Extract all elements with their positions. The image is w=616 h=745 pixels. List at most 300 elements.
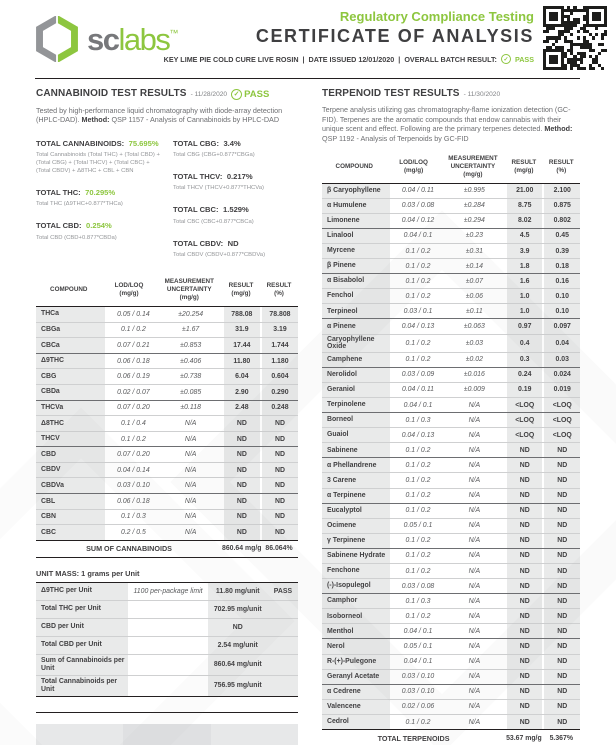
result-mg-cell: ND (222, 478, 260, 493)
sum-of-cannabinoids-row: SUM OF CANNABINOIDS 860.64 mg/g 86.064% (36, 540, 298, 558)
unit-label-cell: Total Cannabinoids per Unit (36, 676, 130, 696)
uncertainty-cell: ±0.853 (180, 341, 202, 349)
compound-cell: 3 Carene (322, 473, 392, 487)
unit-mass-row (36, 583, 298, 601)
unit-mass-row (36, 619, 298, 637)
table-row (322, 549, 580, 564)
unit-mass-table (36, 582, 298, 697)
uncertainty-cell: N/A (468, 582, 481, 590)
result-pct-cell: ND (542, 715, 580, 729)
lod-loq-cell: 0.2 / 0.5 (120, 529, 146, 537)
result-pct-cell: 2.100 (542, 184, 580, 198)
result-mg-cell: 4.5 (505, 229, 543, 243)
overall-pass-text: PASS (514, 54, 534, 64)
total-formula: Total CBD (CBD+0.877*CBDa) (36, 234, 117, 241)
result-pct-cell: 3.19 (260, 323, 298, 338)
unit-value-cell: 860.64 mg/unit (206, 655, 268, 675)
result-pct-cell: 0.10 (542, 304, 580, 318)
unit-label-cell: Sum of Cannabinoids per Unit (36, 655, 130, 675)
table-header-cell: MEASUREMENT UNCERTAINTY (mg/g) (448, 155, 498, 178)
uncertainty-cell: N/A (468, 627, 481, 635)
lod-loq-cell: 0.05 / 0.1 (403, 522, 433, 530)
result-mg-cell: ND (222, 432, 260, 447)
result-mg-cell: <LOQ (505, 398, 543, 412)
table-row (36, 416, 298, 432)
unit-value-cell: 702.95 mg/unit (206, 601, 268, 618)
table-row (322, 428, 580, 443)
result-mg-cell: ND (505, 458, 543, 472)
unit-value-cell: 2.54 mg/unit (206, 637, 268, 654)
uncertainty-cell: N/A (184, 513, 197, 521)
uncertainty-cell: N/A (184, 497, 197, 505)
uncertainty-cell: ±0.03 (465, 339, 483, 347)
unit-status-cell: PASS (268, 583, 298, 600)
lod-loq-cell: 0.1 / 0.2 (405, 718, 431, 726)
uncertainty-cell: N/A (468, 552, 481, 560)
result-mg-cell: 8.75 (505, 199, 543, 213)
misc-test-headers (36, 713, 298, 724)
table-row (322, 655, 580, 670)
unit-limit-cell (130, 676, 205, 696)
overall-result-label: OVERALL BATCH RESULT: (404, 54, 497, 64)
compound-cell: CBD (36, 447, 107, 462)
lod-loq-cell: 0.1 / 0.2 (405, 339, 431, 347)
table-row (322, 443, 580, 458)
result-pct-cell: ND (542, 624, 580, 638)
unit-value-cell: 11.80 mg/unit (206, 583, 268, 600)
table-row (322, 214, 580, 229)
compound-cell: Nerolidol (322, 368, 392, 382)
section-pass-text: PASS (244, 88, 270, 100)
compound-cell: Linalool (322, 229, 392, 243)
uncertainty-cell: N/A (468, 477, 481, 484)
result-mg-cell: 0.19 (505, 383, 543, 397)
result-mg-cell: ND (505, 443, 543, 457)
uncertainty-cell: N/A (468, 431, 481, 439)
header-titles (164, 9, 534, 64)
table-row (36, 369, 298, 385)
terpenoid-section-title (322, 88, 580, 99)
result-pct-cell: ND (542, 609, 580, 623)
compound-cell: Limonene (322, 214, 392, 228)
hexagon-logo-icon (34, 15, 80, 63)
compound-cell: Geranyl Acetate (322, 670, 392, 684)
cannabinoid-table-body (36, 307, 298, 541)
lod-loq-cell: 0.05 / 0.1 (403, 643, 433, 651)
result-mg-cell: <LOQ (505, 428, 543, 442)
table-row (322, 489, 580, 504)
total-entry: TOTAL CBC: 1.529% Total CBC (CBC+0.877*CBCa) (173, 199, 298, 226)
uncertainty-cell: N/A (468, 507, 481, 515)
misc-test-result (123, 724, 210, 745)
totals-column-right (173, 133, 298, 267)
result-mg-cell: 21.00 (505, 184, 543, 198)
result-pct-cell: 0.45 (542, 229, 580, 243)
certificate-title: CERTIFICATE OF ANALYSIS (255, 26, 534, 46)
date-issued: DATE ISSUED 12/01/2020 (308, 54, 395, 64)
lod-loq-cell: 0.1 / 0.3 (405, 416, 431, 424)
cannabinoid-table (36, 275, 298, 557)
terpenoid-table-body (322, 184, 580, 730)
table-row (36, 338, 298, 354)
uncertainty-cell: N/A (468, 688, 481, 696)
result-pct-cell: ND (542, 700, 580, 714)
compound-cell: Cedrol (322, 715, 392, 729)
table-header-cell: RESULT (mg/g) (228, 282, 254, 298)
misc-test-values (36, 724, 298, 745)
method-label: Method: (544, 124, 573, 133)
table-row (36, 494, 298, 510)
result-pct-cell: 0.248 (260, 401, 298, 416)
table-row (36, 447, 298, 463)
result-mg-cell: ND (222, 494, 260, 509)
uncertainty-cell: N/A (468, 522, 481, 530)
method-text: QSP 1157 - Analysis of Cannabinoids by HPLC-DAD (111, 115, 280, 124)
result-pct-cell: 1.180 (260, 354, 298, 369)
uncertainty-cell: N/A (468, 703, 481, 711)
misc-test-title (36, 713, 123, 724)
section-date: - 11/28/2020 (190, 91, 228, 98)
result-mg-cell: 1.8 (505, 259, 543, 273)
unit-value-cell: ND (206, 619, 268, 636)
table-row (322, 609, 580, 624)
table-row (322, 353, 580, 368)
compound-cell: THCV (36, 432, 107, 447)
result-mg-cell: ND (222, 463, 260, 478)
table-header-cell: RESULT (mg/g) (511, 158, 537, 174)
uncertainty-cell: ±0.23 (465, 232, 483, 240)
unit-status-cell (268, 637, 298, 654)
result-mg-cell: ND (222, 416, 260, 431)
compound-cell: Eucalyptol (322, 504, 392, 518)
lod-loq-cell: 0.1 / 0.2 (405, 612, 431, 620)
table-row (322, 335, 580, 353)
compound-cell: Camphor (322, 594, 392, 608)
lod-loq-cell: 0.1 / 0.3 (405, 597, 431, 605)
lod-loq-cell: 0.03 / 0.08 (401, 202, 435, 210)
total-entry: TOTAL CANNABINOIDS: 75.695% Total Cannabinoids (Total THC) + (Total CBD) + (Total CBG) + (Total THCV) + (Total CBC) + (Total CBDV) + Δ8THC + CBL + CBN (36, 133, 173, 176)
result-pct-cell: 0.019 (542, 383, 580, 397)
result-mg-cell: 1.0 (505, 289, 543, 303)
total-terpenoids-row: TOTAL TERPENOIDS 53.67 mg/g 5.367% (322, 729, 580, 745)
uncertainty-cell: N/A (468, 461, 481, 469)
result-pct-cell: ND (542, 473, 580, 487)
unit-limit-cell: 1100 per-package limit (133, 587, 203, 595)
lod-loq-cell: 0.1 / 0.2 (405, 292, 431, 300)
lod-loq-cell: 0.1 / 0.2 (405, 477, 431, 484)
header-divider-rule (35, 78, 580, 79)
total-formula: Total CBC (CBC+0.877*CBCa) (173, 218, 254, 225)
compound-cell: Terpinolene (322, 398, 392, 412)
table-row (322, 685, 580, 700)
table-row (322, 624, 580, 639)
lod-loq-cell: 0.1 / 0.2 (405, 492, 431, 500)
table-row (36, 307, 298, 323)
brand-sc: sc (87, 21, 119, 57)
result-pct-cell: ND (542, 458, 580, 472)
compound-cell: Isoborneol (322, 609, 392, 623)
result-mg-cell: ND (505, 670, 543, 684)
section-date: - 11/30/2020 (463, 91, 501, 98)
lod-loq-cell: 0.04 / 0.1 (403, 627, 433, 635)
unit-status-cell (268, 601, 298, 618)
cannabinoid-section (36, 88, 298, 745)
unit-label-cell: Total THC per Unit (36, 601, 130, 618)
result-pct-cell: 0.024 (542, 368, 580, 382)
lod-loq-cell: 0.06 / 0.18 (117, 357, 150, 365)
result-pct-cell: ND (542, 594, 580, 608)
lod-loq-cell: 0.1 / 0.3 (120, 513, 146, 521)
table-row (322, 564, 580, 579)
uncertainty-cell: N/A (184, 419, 197, 427)
pass-check-icon: ✓ (231, 89, 242, 100)
lod-loq-cell: 0.1 / 0.2 (405, 262, 431, 270)
result-mg-cell: ND (222, 525, 260, 540)
total-formula: Total Cannabinoids (Total THC) + (Total CBD) + (Total CBG) + (Total THCV) + (Total CBC) + (Total CBDV) + Δ8THC + CBL + CBN (36, 152, 160, 174)
result-mg-cell: ND (505, 609, 543, 623)
result-pct-cell: ND (260, 447, 298, 462)
uncertainty-cell: N/A (468, 673, 481, 681)
lod-loq-cell: 0.05 / 0.14 (117, 310, 150, 318)
uncertainty-cell: N/A (468, 718, 481, 726)
lod-loq-cell: 0.02 / 0.07 (117, 388, 150, 396)
result-pct-cell: 0.10 (542, 289, 580, 303)
totals-column-left (36, 133, 173, 267)
uncertainty-cell: ±0.995 (463, 187, 485, 195)
compound-cell: Guaiol (322, 428, 392, 442)
result-mg-cell: ND (505, 534, 543, 548)
lod-loq-cell: 0.03 / 0.10 (117, 482, 150, 490)
result-mg-cell: 6.04 (222, 369, 260, 384)
total-formula: Total THCV (THCV+0.877*THCVa) (173, 185, 264, 192)
uncertainty-cell: N/A (468, 401, 481, 409)
uncertainty-cell: ±0.284 (463, 202, 485, 210)
table-row (322, 504, 580, 519)
uncertainty-cell: N/A (468, 567, 481, 575)
divider-pipe: | (302, 54, 305, 64)
total-entry: TOTAL CBG: 3.4% Total CBG (CBG+0.877*CBGa) (173, 133, 298, 160)
table-row (322, 458, 580, 473)
result-pct-cell: ND (260, 478, 298, 493)
lod-loq-cell: 0.07 / 0.20 (117, 451, 150, 459)
result-pct-cell: 0.097 (542, 319, 580, 333)
table-row (36, 510, 298, 526)
table-row (36, 463, 298, 479)
lod-loq-cell: 0.04 / 0.1 (403, 401, 433, 409)
pass-check-icon: ✓ (501, 54, 511, 64)
result-pct-cell: 78.808 (260, 307, 298, 322)
result-mg-cell: <LOQ (505, 413, 543, 427)
result-pct-cell: 0.875 (542, 199, 580, 213)
table-row (322, 715, 580, 730)
cannabinoid-section-title (36, 88, 298, 100)
lod-loq-cell: 0.1 / 0.2 (405, 356, 431, 364)
method-label: Method: (81, 115, 110, 124)
compound-cell: CBCa (36, 338, 107, 353)
table-row (322, 594, 580, 609)
lod-loq-cell: 0.1 / 0.2 (405, 247, 431, 255)
table-header-cell: LOD/LOQ (mg/g) (399, 158, 428, 174)
unit-mass-row (36, 676, 298, 696)
uncertainty-cell: N/A (468, 446, 481, 454)
result-pct-cell: 0.604 (260, 369, 298, 384)
result-pct-cell: ND (542, 443, 580, 457)
uncertainty-cell: N/A (468, 658, 481, 666)
table-header-cell: COMPOUND (50, 286, 88, 294)
result-pct-cell: <LOQ (542, 398, 580, 412)
result-mg-cell: ND (505, 624, 543, 638)
result-pct-cell: ND (542, 504, 580, 518)
result-mg-cell: 0.97 (505, 319, 543, 333)
section-description: Tested by high-performance liquid chromatography with diode-array detection (HPLC-DAD). Method: QSP 1157 - Analysis of Cannabinoids by HPLC-DAD (36, 105, 283, 124)
result-mg-cell: 11.80 (222, 354, 260, 369)
result-mg-cell: ND (222, 510, 260, 525)
total-entry: TOTAL CBDV: ND Total CBDV (CBDV+0.877*CBDVa) (173, 233, 298, 260)
result-mg-cell: ND (505, 655, 543, 669)
total-entry: TOTAL CBD: 0.254% Total CBD (CBD+0.877*CBDa) (36, 215, 173, 242)
unit-label-cell: Total CBD per Unit (36, 637, 130, 654)
result-mg-cell: 1.6 (505, 274, 543, 288)
unit-mass-row (36, 655, 298, 676)
result-pct-cell: ND (260, 432, 298, 447)
compound-cell: Sabinene Hydrate (322, 549, 392, 563)
uncertainty-cell: ±0.14 (465, 262, 483, 270)
result-mg-cell: ND (505, 549, 543, 563)
uncertainty-cell: ±0.009 (463, 386, 485, 394)
uncertainty-cell: N/A (184, 435, 197, 443)
result-pct-cell: ND (260, 494, 298, 509)
trademark-symbol: ™ (169, 27, 179, 38)
result-pct-cell: ND (542, 489, 580, 503)
table-row (322, 289, 580, 304)
uncertainty-cell: ±0.738 (180, 373, 202, 381)
lod-loq-cell: 0.1 / 0.2 (405, 552, 431, 560)
lod-loq-cell: 0.04 / 0.11 (401, 386, 434, 394)
result-mg-cell: ND (505, 519, 543, 533)
compound-cell: Myrcene (322, 244, 392, 258)
compound-cell: β Caryophyllene (322, 184, 392, 198)
uncertainty-cell: N/A (468, 612, 481, 620)
lod-loq-cell: 0.06 / 0.18 (117, 497, 150, 505)
result-mg-cell: ND (505, 685, 543, 699)
unit-limit-cell (130, 655, 205, 675)
lod-loq-cell: 0.1 / 0.2 (405, 567, 431, 575)
table-row (36, 323, 298, 339)
terpenoid-table (322, 152, 580, 745)
result-mg-cell: ND (505, 564, 543, 578)
table-row (322, 398, 580, 413)
uncertainty-cell: ±0.406 (180, 357, 202, 365)
compound-cell: CBC (36, 525, 107, 540)
compound-cell: α Humulene (322, 199, 392, 213)
lod-loq-cell: 0.1 / 0.2 (405, 537, 431, 545)
uncertainty-cell: N/A (184, 451, 197, 459)
result-pct-cell: 0.04 (542, 335, 580, 352)
lod-loq-cell: 0.1 / 0.2 (405, 277, 431, 285)
lod-loq-cell: 0.04 / 0.13 (401, 322, 435, 330)
result-pct-cell: ND (542, 534, 580, 548)
uncertainty-cell: N/A (468, 492, 481, 500)
table-row (36, 354, 298, 370)
result-mg-cell: ND (505, 489, 543, 503)
total-formula: Total CBG (CBG+0.877*CBGa) (173, 152, 255, 158)
program-title: Regulatory Compliance Testing (339, 9, 534, 24)
compound-cell: (-)-Isopulegol (322, 579, 392, 593)
result-pct-cell: ND (542, 655, 580, 669)
uncertainty-cell: ±0.02 (465, 356, 483, 364)
lod-loq-cell: 0.04 / 0.13 (401, 431, 435, 439)
divider-pipe: | (398, 54, 401, 64)
table-header-cell: RESULT (%) (266, 282, 292, 298)
result-pct-cell: ND (542, 579, 580, 593)
result-mg-cell: ND (505, 504, 543, 518)
uncertainty-cell: ±0.063 (463, 322, 485, 330)
lod-loq-cell: 0.03 / 0.10 (401, 688, 435, 696)
lod-loq-cell: 0.03 / 0.08 (401, 582, 435, 590)
brand-labs: labs (118, 21, 170, 57)
unit-mass-row (36, 601, 298, 619)
unit-label-cell: CBD per Unit (36, 619, 130, 636)
compound-cell: α Pinene (322, 319, 392, 333)
misc-tests-panel (36, 712, 298, 745)
lod-loq-cell: 0.03 / 0.10 (401, 673, 435, 681)
misc-test-result (211, 724, 298, 745)
compound-cell: CBDVa (36, 478, 107, 493)
total-entry: TOTAL THCV: 0.217% Total THCV (THCV+0.877*THCVa) (173, 166, 298, 193)
result-mg-cell: 31.9 (222, 323, 260, 338)
compound-cell: α Terpinene (322, 489, 392, 503)
result-pct-cell: ND (260, 525, 298, 540)
result-mg-cell: 0.4 (505, 335, 543, 352)
uncertainty-cell: ±0.294 (463, 217, 485, 225)
table-row (322, 383, 580, 398)
unit-status-cell (268, 655, 298, 675)
compound-cell: CBN (36, 510, 107, 525)
compound-cell: THCVa (36, 401, 107, 416)
compound-cell: Terpineol (322, 304, 392, 318)
lod-loq-cell: 0.1 / 0.2 (120, 435, 146, 443)
lod-loq-cell: 0.04 / 0.14 (117, 466, 150, 474)
table-header-cell: MEASUREMENT UNCERTAINTY (mg/g) (164, 278, 214, 302)
compound-cell: CBGa (36, 323, 107, 338)
table-row (36, 385, 298, 401)
result-pct-cell: 0.18 (542, 259, 580, 273)
uncertainty-cell: ±0.07 (465, 277, 483, 285)
unit-mass-title: UNIT MASS: 1 grams per Unit (36, 568, 140, 578)
uncertainty-cell: N/A (468, 597, 481, 605)
compound-cell: Geraniol (322, 383, 392, 397)
compound-cell: Δ9THC (36, 354, 107, 369)
lod-loq-cell: 0.1 / 0.2 (405, 461, 431, 469)
uncertainty-cell: ±1.67 (182, 326, 200, 334)
table-header-row (322, 152, 580, 184)
lod-loq-cell: 0.02 / 0.06 (401, 703, 435, 711)
unit-status-cell (268, 676, 298, 696)
sclabs-logo (34, 15, 178, 63)
table-row (322, 184, 580, 199)
result-mg-cell: 3.9 (505, 244, 543, 258)
table-row (322, 319, 580, 334)
compound-cell: Sabinene (322, 443, 392, 457)
table-row (36, 401, 298, 417)
table-row (322, 274, 580, 289)
compound-cell: Borneol (322, 413, 392, 427)
result-pct-cell: <LOQ (542, 413, 580, 427)
uncertainty-cell: N/A (468, 416, 481, 424)
table-row (322, 229, 580, 244)
unit-label-cell: Δ9THC per Unit (36, 583, 130, 600)
result-mg-cell: ND (505, 594, 543, 608)
